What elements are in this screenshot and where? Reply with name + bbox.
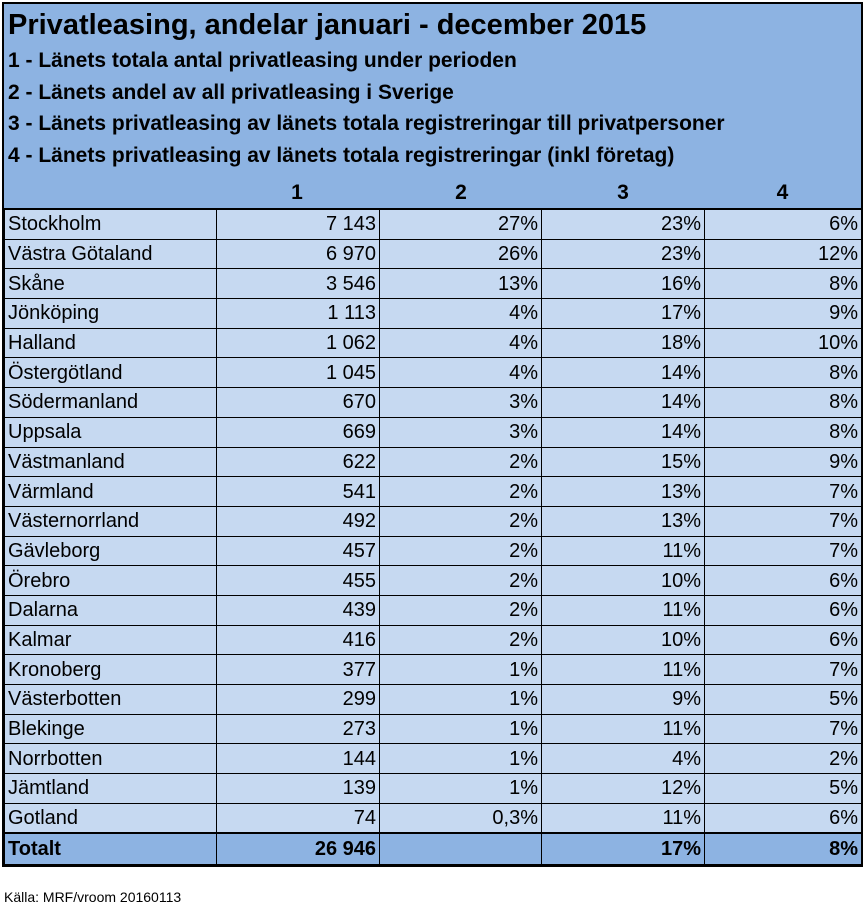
table-row [5,714,862,744]
table-header [4,4,861,208]
table-row [5,655,862,685]
value-cell-1: 3 546 [217,269,380,299]
value-cell-2: 26% [380,239,542,269]
value-cell-3: 12% [542,774,705,804]
value-cell-2: 4% [380,328,542,358]
county-name-cell: Skåne [5,269,217,299]
value-cell-3: 9% [542,685,705,715]
value-cell-1: 377 [217,655,380,685]
value-cell-3: 11% [542,595,705,625]
value-cell-1: 139 [217,774,380,804]
value-cell-1: 1 062 [217,328,380,358]
value-cell-1: 273 [217,714,380,744]
value-cell-1: 7 143 [217,209,380,239]
value-cell-3: 13% [542,477,705,507]
value-cell-1: 670 [217,388,380,418]
value-cell-4: 7% [705,714,862,744]
table-row [5,209,862,239]
value-cell-1: 541 [217,477,380,507]
value-cell-3: 13% [542,506,705,536]
county-name-cell: Värmland [5,477,217,507]
value-cell-2: 1% [380,774,542,804]
value-cell-4: 8% [705,269,862,299]
value-cell-1: 6 970 [217,239,380,269]
table-row [5,625,862,655]
column-header-3: 3 [617,181,629,204]
value-cell-2: 1% [380,685,542,715]
data-table [4,208,862,865]
table-row [5,447,862,477]
county-name-cell: Västmanland [5,447,217,477]
legend-item-2: 2 - Länets andel av all privatleasing i Sverige [8,80,454,104]
county-name-cell: Södermanland [5,388,217,418]
county-name-cell: Jämtland [5,774,217,804]
county-name-cell: Norrbotten [5,744,217,774]
county-name-cell: Dalarna [5,595,217,625]
column-header-1: 1 [291,181,303,204]
county-name-cell: Kalmar [5,625,217,655]
value-cell-4: 7% [705,477,862,507]
table-row [5,803,862,833]
table-row [5,506,862,536]
source-note: Källa: MRF/vroom 20160113 [4,889,182,905]
value-cell-1: 439 [217,595,380,625]
value-cell-1: 669 [217,417,380,447]
value-cell-4: 12% [705,239,862,269]
value-cell-1: 622 [217,447,380,477]
value-cell-4: 6% [705,566,862,596]
leasing-table [2,2,863,867]
table-row [5,358,862,388]
value-cell-3: 18% [542,328,705,358]
table-row [5,388,862,418]
table-row [5,239,862,269]
value-cell-3: 14% [542,358,705,388]
value-cell-3: 16% [542,269,705,299]
value-cell-4: 8% [705,833,862,865]
value-cell-2: 27% [380,209,542,239]
value-cell-3: 23% [542,209,705,239]
value-cell-4: 6% [705,209,862,239]
county-name-cell: Västra Götaland [5,239,217,269]
county-name-cell: Östergötland [5,358,217,388]
value-cell-4: 8% [705,388,862,418]
county-name-cell: Uppsala [5,417,217,447]
county-name-cell: Blekinge [5,714,217,744]
value-cell-2: 2% [380,506,542,536]
value-cell-1: 26 946 [217,833,380,865]
table-row [5,328,862,358]
value-cell-3: 17% [542,299,705,329]
value-cell-4: 9% [705,447,862,477]
county-name-cell: Gotland [5,803,217,833]
legend-item-4: 4 - Länets privatleasing av länets totala registreringar (inkl företag) [8,143,675,167]
value-cell-3: 10% [542,625,705,655]
value-cell-2: 2% [380,477,542,507]
value-cell-4: 7% [705,536,862,566]
legend-item-1: 1 - Länets totala antal privatleasing under perioden [8,49,517,72]
value-cell-2: 1% [380,655,542,685]
value-cell-2: 3% [380,388,542,418]
county-name-cell: Gävleborg [5,536,217,566]
value-cell-4: 6% [705,625,862,655]
value-cell-3: 11% [542,803,705,833]
value-cell-4: 9% [705,299,862,329]
value-cell-2: 0,3% [380,803,542,833]
value-cell-1: 457 [217,536,380,566]
value-cell-4: 6% [705,595,862,625]
value-cell-1: 74 [217,803,380,833]
value-cell-2: 2% [380,625,542,655]
county-name-cell: Totalt [5,833,217,865]
table-title: Privatleasing, andelar januari - december 2015 [8,9,647,41]
value-cell-2: 2% [380,447,542,477]
table-row [5,269,862,299]
county-name-cell: Stockholm [5,209,217,239]
value-cell-4: 8% [705,417,862,447]
value-cell-2 [380,833,542,865]
table-row [5,477,862,507]
column-header-4: 4 [776,181,789,204]
value-cell-4: 8% [705,358,862,388]
value-cell-2: 3% [380,417,542,447]
column-header-2: 2 [455,181,467,204]
value-cell-2: 2% [380,566,542,596]
value-cell-2: 4% [380,358,542,388]
legend-item-3: 3 - Länets privatleasing av länets totala registreringar till privatpersoner [8,112,725,135]
value-cell-2: 4% [380,299,542,329]
county-name-cell: Västerbotten [5,685,217,715]
value-cell-4: 10% [705,328,862,358]
column-headers [4,178,861,208]
value-cell-3: 14% [542,388,705,418]
value-cell-3: 10% [542,566,705,596]
value-cell-3: 23% [542,239,705,269]
value-cell-1: 1 113 [217,299,380,329]
county-name-cell: Örebro [5,566,217,596]
value-cell-4: 5% [705,685,862,715]
county-name-cell: Halland [5,328,217,358]
value-cell-2: 1% [380,744,542,774]
table-row [5,774,862,804]
value-cell-1: 144 [217,744,380,774]
value-cell-3: 15% [542,447,705,477]
table-row [5,744,862,774]
value-cell-4: 2% [705,744,862,774]
value-cell-4: 6% [705,803,862,833]
value-cell-3: 11% [542,655,705,685]
table-row [5,685,862,715]
value-cell-1: 299 [217,685,380,715]
value-cell-1: 492 [217,506,380,536]
value-cell-3: 11% [542,536,705,566]
value-cell-1: 1 045 [217,358,380,388]
table-row [5,299,862,329]
county-name-cell: Kronoberg [5,655,217,685]
table-row [5,536,862,566]
value-cell-3: 17% [542,833,705,865]
value-cell-2: 2% [380,595,542,625]
table-row [5,417,862,447]
value-cell-2: 1% [380,714,542,744]
value-cell-1: 455 [217,566,380,596]
value-cell-1: 416 [217,625,380,655]
value-cell-2: 13% [380,269,542,299]
value-cell-4: 7% [705,506,862,536]
county-name-cell: Västernorrland [5,506,217,536]
value-cell-2: 2% [380,536,542,566]
table-row [5,566,862,596]
table-row [5,595,862,625]
value-cell-3: 11% [542,714,705,744]
county-name-cell: Jönköping [5,299,217,329]
value-cell-4: 7% [705,655,862,685]
total-row [5,833,862,865]
value-cell-4: 5% [705,774,862,804]
value-cell-3: 14% [542,417,705,447]
value-cell-3: 4% [542,744,705,774]
